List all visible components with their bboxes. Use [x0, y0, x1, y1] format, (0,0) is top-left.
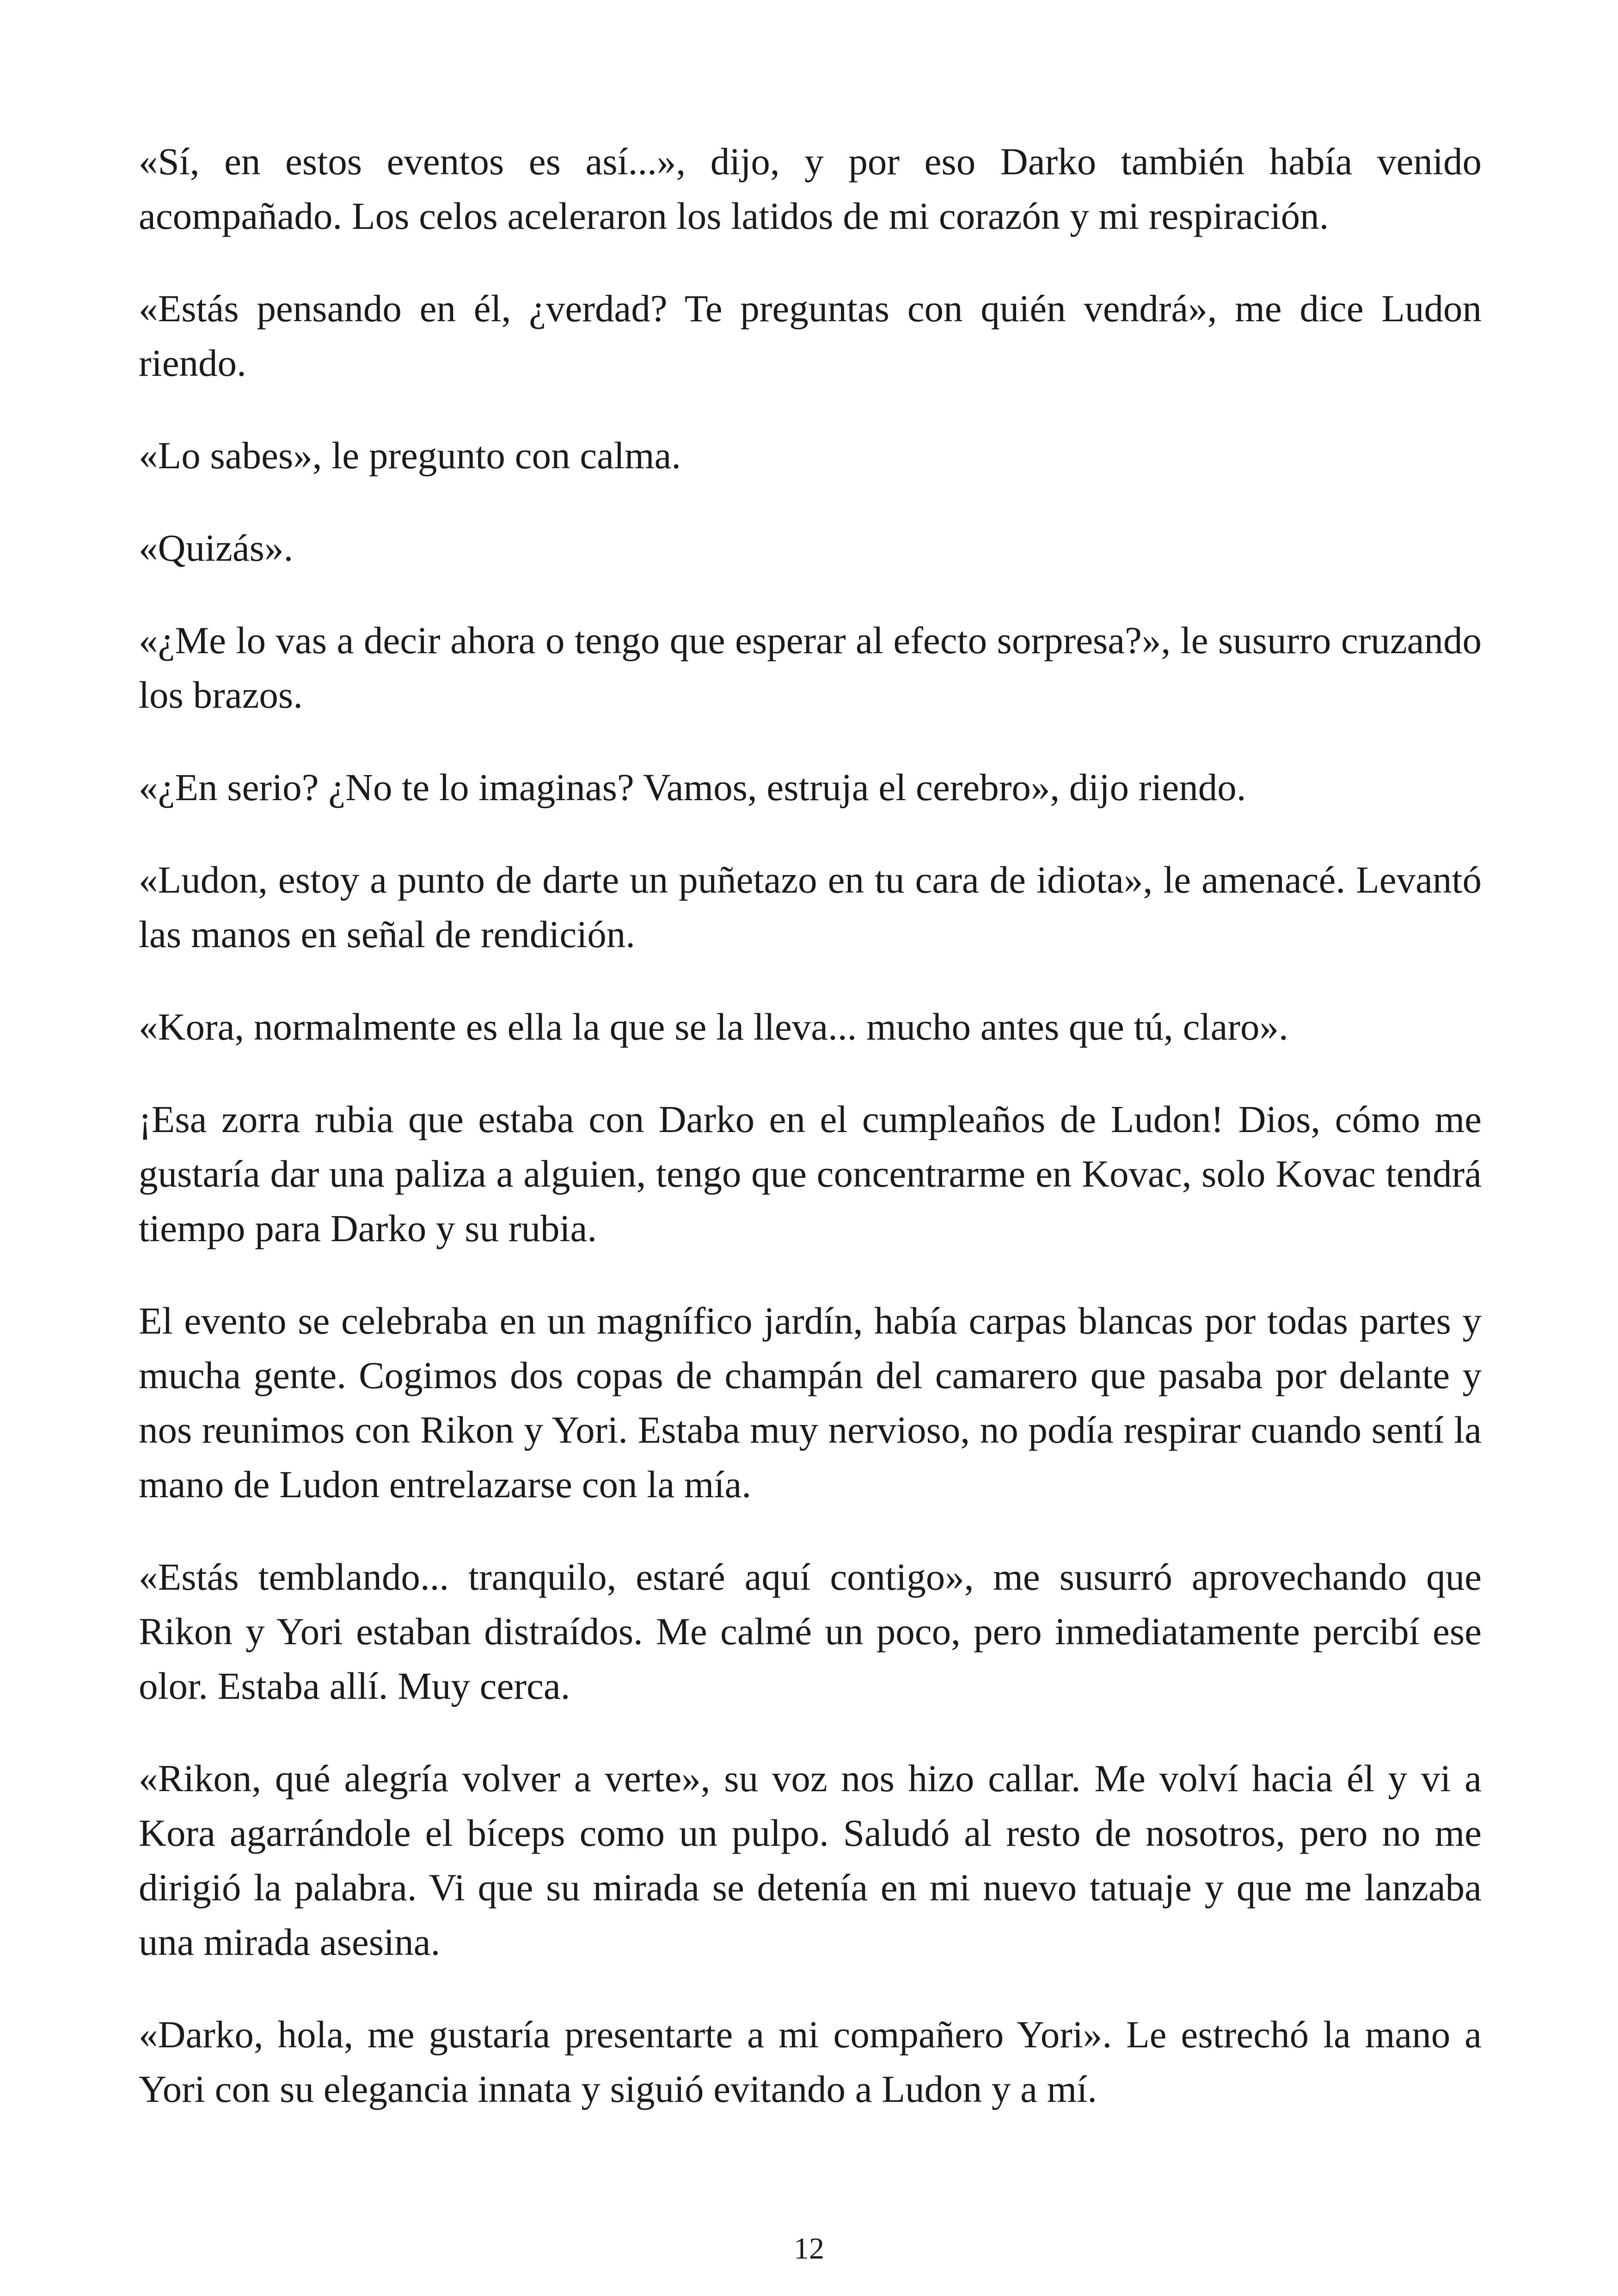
text-body: [139, 134, 1482, 2154]
paragraph: El evento se celebraba en un magnífico jardín, había carpas blancas por todas partes y mucha gente. Cogimos dos copas de champán del camarero que pasaba por delante y nos reunimos con Rikon y Yori. Estaba muy nervioso, no podía respirar cuando sentí la mano de Ludon entrelazarse con la mía.: [139, 1299, 1482, 1506]
paragraph: «Rikon, qué alegría volver a verte», su voz nos hizo callar. Me volví hacia él y vi a Kora agarrándole el bíceps como un pulpo. Saludó al resto de nosotros, pero no me dirigió la palabra. Vi que su mirada se detenía en mi nuevo tatuaje y que me lanzaba una mirada asesina.: [139, 1757, 1482, 1963]
paragraph: ¡Esa zorra rubia que estaba con Darko en el cumpleaños de Ludon! Dios, cómo me gustaría dar una paliza a alguien, tengo que concentrarme en Kovac, solo Kovac tendrá tiempo para Darko y su rubia.: [139, 1098, 1482, 1249]
paragraph: «Ludon, estoy a punto de darte un puñetazo en tu cara de idiota», le amenacé. Levantó las manos en señal de rendición.: [139, 858, 1482, 955]
paragraph: «Estás temblando... tranquilo, estaré aquí contigo», me susurró aprovechando que Rikon y Yori estaban distraídos. Me calmé un poco, pero inmediatamente percibí ese olor. Estaba allí. Muy cerca.: [139, 1555, 1482, 1707]
paragraph: «Lo sabes», le pregunto con calma.: [139, 434, 681, 477]
paragraph: «Estás pensando en él, ¿verdad? Te preguntas con quién vendrá», me dice Ludon riendo.: [139, 287, 1482, 384]
paragraph: «Sí, en estos eventos es así...», dijo, y por eso Darko también había venido acompañado. Los celos aceleraron los latidos de mi corazón y mi respiración.: [139, 140, 1482, 237]
paragraph: «Darko, hola, me gustaría presentarte a mi compañero Yori». Le estrechó la mano a Yori con su elegancia innata y siguió evitando a Ludon y a mí.: [139, 2013, 1482, 2110]
paragraph: «Kora, normalmente es ella la que se la lleva... mucho antes que tú, claro».: [139, 1005, 1288, 1048]
paragraph: «Quizás».: [139, 527, 294, 569]
page-number: 12: [794, 2232, 824, 2265]
paragraph: «¿Me lo vas a decir ahora o tengo que esperar al efecto sorpresa?», le susurro cruzando los brazos.: [139, 619, 1482, 716]
paragraph: «¿En serio? ¿No te lo imaginas? Vamos, estruja el cerebro», dijo riendo.: [139, 766, 1246, 808]
